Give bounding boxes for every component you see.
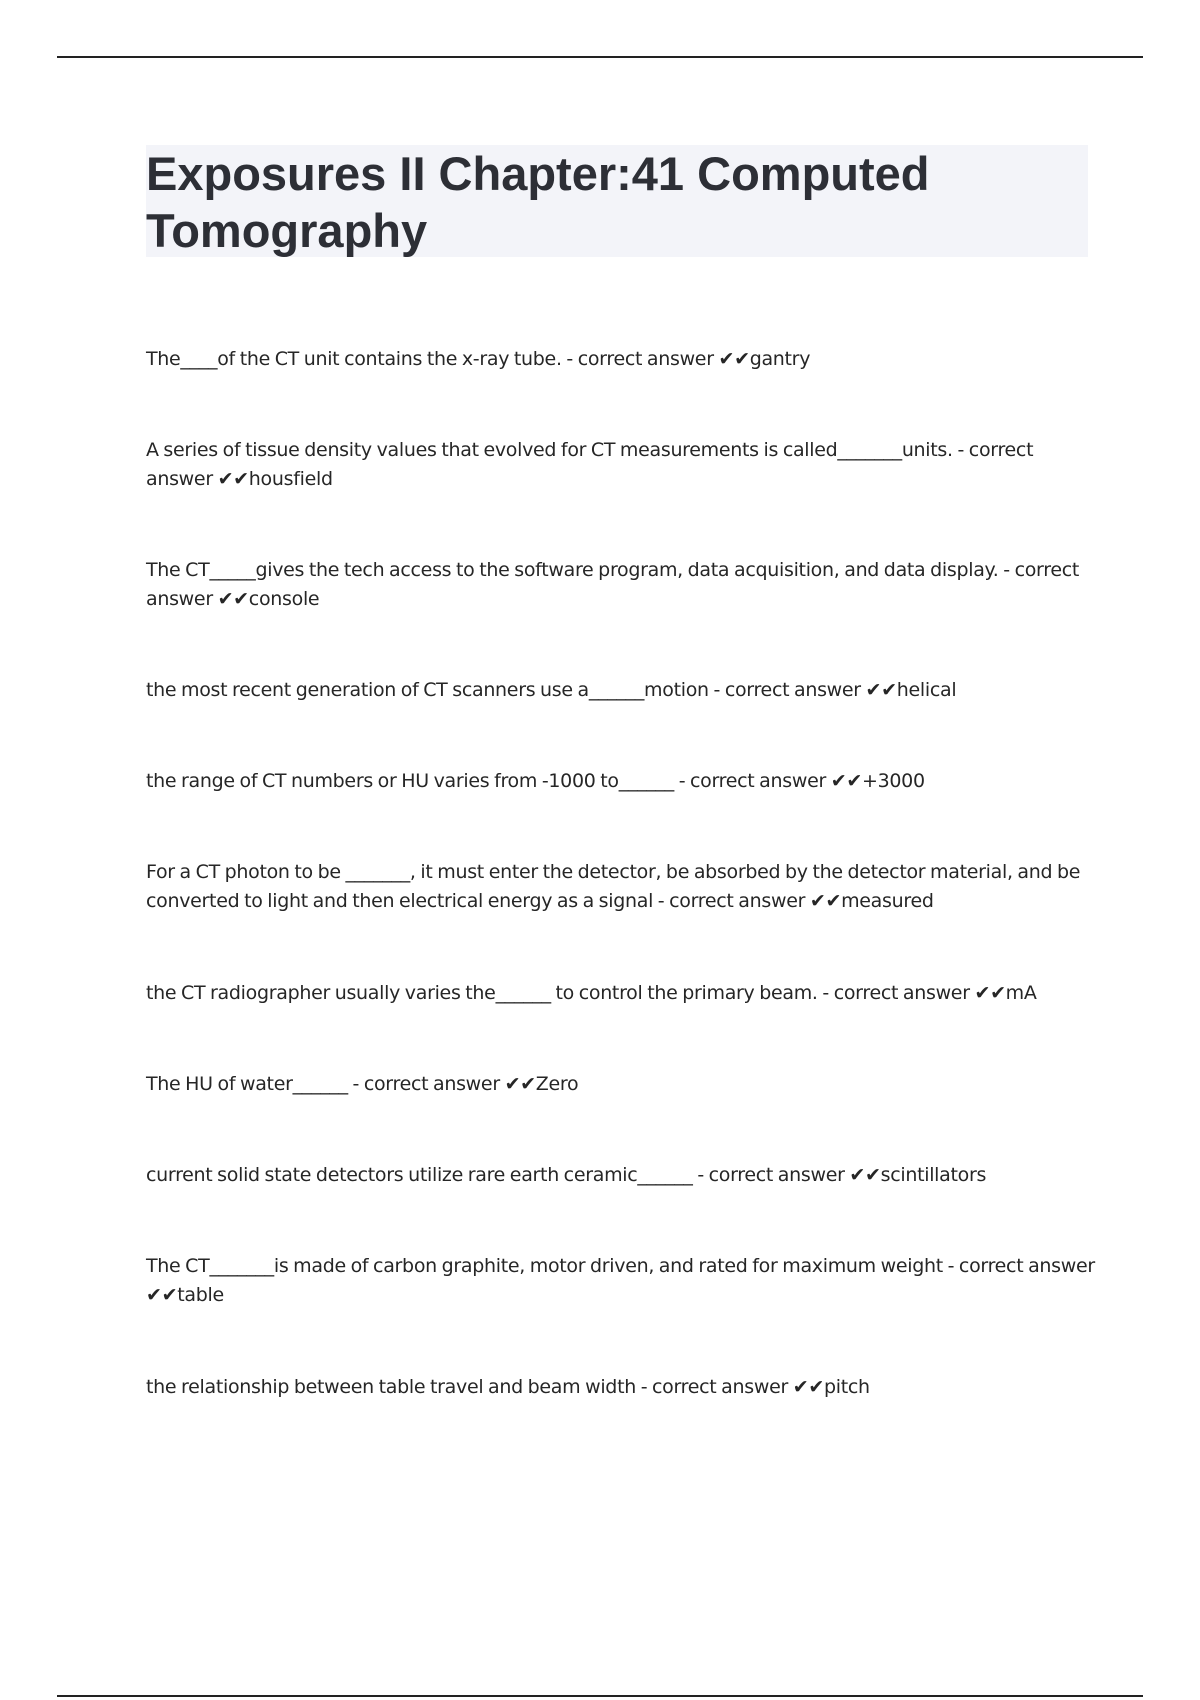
question-item-4: the most recent generation of CT scanners use a______motion - correct answer ✔✔helical [146, 679, 957, 701]
question-item-11: the relationship between table travel and beam width - correct answer ✔✔pitch [146, 1376, 870, 1398]
page-title: Exposures II Chapter:41 Computed Tomography [146, 147, 930, 257]
question-item-2: A series of tissue density values that evolved for CT measurements is called_______units. - correct answer ✔✔housfield [146, 439, 1034, 490]
question-item-1: The____of the CT unit contains the x-ray tube. - correct answer ✔✔gantry [146, 348, 811, 370]
question-item-6: For a CT photon to be _______, it must enter the detector, be absorbed by the detector material, and be converted to light and then electrical energy as a signal - correct answer ✔✔measured [146, 861, 1081, 912]
footer-rule [57, 1695, 1143, 1697]
question-item-3: The CT_____gives the tech access to the software program, data acquisition, and data display. - correct answer ✔✔console [146, 559, 1080, 610]
header-rule [57, 56, 1143, 58]
question-item-7: the CT radiographer usually varies the______ to control the primary beam. - correct answer ✔✔mA [146, 982, 1037, 1004]
question-item-8: The HU of water______ - correct answer ✔✔Zero [146, 1073, 579, 1095]
question-item-10: The CT_______is made of carbon graphite, motor driven, and rated for maximum weight - correct answer ✔✔table [146, 1255, 1095, 1306]
question-item-5: the range of CT numbers or HU varies from -1000 to______ - correct answer ✔✔+3000 [146, 770, 925, 792]
title-banner [146, 145, 1088, 257]
question-item-9: current solid state detectors utilize rare earth ceramic______ - correct answer ✔✔scintillators [146, 1164, 987, 1186]
